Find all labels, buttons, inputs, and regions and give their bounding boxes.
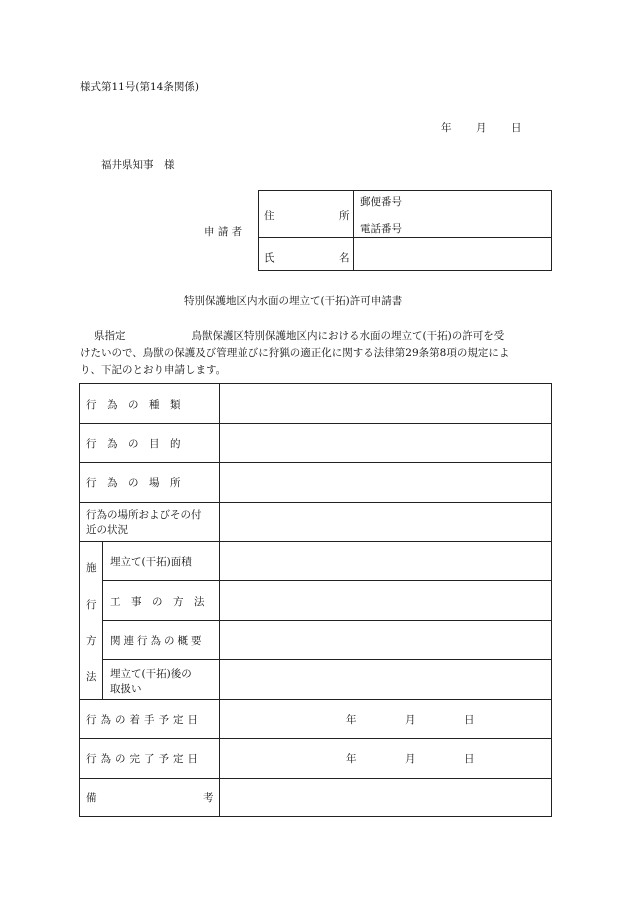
- intro-line-1: 鳥獣保護区特別保護地区内における水面の埋立て(干拓)の許可を受: [191, 330, 505, 342]
- end-year-label: 年: [346, 753, 357, 765]
- end-date-label: 行為の完了予定日: [86, 753, 202, 765]
- surroundings-label-2: 近の状況: [86, 524, 128, 536]
- application-table: [79, 383, 552, 817]
- address-input[interactable]: [360, 194, 550, 236]
- execution-method-char-1: 施: [86, 562, 97, 574]
- end-month-label: 月: [405, 753, 416, 765]
- surroundings-input[interactable]: [221, 503, 551, 540]
- applicant-table: [258, 190, 552, 271]
- name-input[interactable]: [355, 239, 551, 270]
- form-number: 様式第11号(第14条関係): [80, 81, 199, 93]
- end-day-label: 日: [464, 753, 475, 765]
- name-label-2: 名: [339, 252, 350, 264]
- start-year-label: 年: [346, 714, 357, 726]
- reclaim-area-input[interactable]: [221, 542, 551, 579]
- phone-label: 電話番号: [360, 223, 402, 235]
- execution-method-char-2: 行: [86, 599, 97, 611]
- applicant-label: 申 請 者: [204, 226, 243, 238]
- act-place-input[interactable]: [221, 463, 551, 501]
- related-acts-label: 関連行為の概要: [110, 635, 205, 647]
- address-label-1: 住: [264, 210, 275, 222]
- execution-method-char-4: 法: [86, 671, 97, 683]
- act-purpose-label: 行 為 の 目 的: [86, 438, 181, 450]
- after-handling-input[interactable]: [221, 660, 551, 698]
- postal-code-label: 郵便番号: [360, 196, 402, 208]
- act-purpose-input[interactable]: [221, 424, 551, 461]
- intro-paragraph: [80, 328, 555, 379]
- intro-line-3: り、下記のとおり申請します。: [80, 364, 227, 376]
- after-handling-label-2: 取扱い: [110, 683, 142, 695]
- start-month-label: 月: [405, 714, 416, 726]
- act-type-label: 行 為 の 種 類: [86, 399, 181, 411]
- address-label-2: 所: [339, 210, 350, 222]
- date-line: [441, 120, 522, 135]
- remarks-label-2: 考: [203, 792, 214, 804]
- intro-prefix: 県指定: [94, 330, 126, 342]
- date-year-label: 年: [441, 122, 452, 134]
- document-title: 特別保護地区内水面の埋立て(干拓)許可申請書: [184, 295, 403, 307]
- act-type-input[interactable]: [221, 385, 551, 422]
- execution-method-char-3: 方: [86, 635, 97, 647]
- surroundings-label-1: 行為の場所およびその付: [86, 509, 202, 521]
- construction-method-input[interactable]: [221, 581, 551, 619]
- related-acts-input[interactable]: [221, 621, 551, 658]
- start-date-label: 行為の着手予定日: [86, 714, 202, 726]
- addressee: 福井県知事 様: [101, 159, 175, 171]
- start-day-label: 日: [464, 714, 475, 726]
- date-month-label: 月: [476, 122, 487, 134]
- construction-method-label: 工 事 の 方 法: [110, 596, 205, 608]
- remarks-input[interactable]: [221, 779, 551, 816]
- act-place-label: 行 為 の 場 所: [86, 477, 181, 489]
- name-label-1: 氏: [264, 252, 275, 264]
- after-handling-label-1: 埋立て(干拓)後の: [110, 668, 192, 680]
- reclaim-area-label: 埋立て(干拓)面積: [110, 556, 192, 568]
- intro-line-2: けたいので、鳥獣の保護及び管理並びに狩猟の適正化に関する法律第29条第8項の規定によ: [80, 347, 510, 359]
- date-day-label: 日: [511, 122, 522, 134]
- remarks-label-1: 備: [86, 792, 97, 804]
